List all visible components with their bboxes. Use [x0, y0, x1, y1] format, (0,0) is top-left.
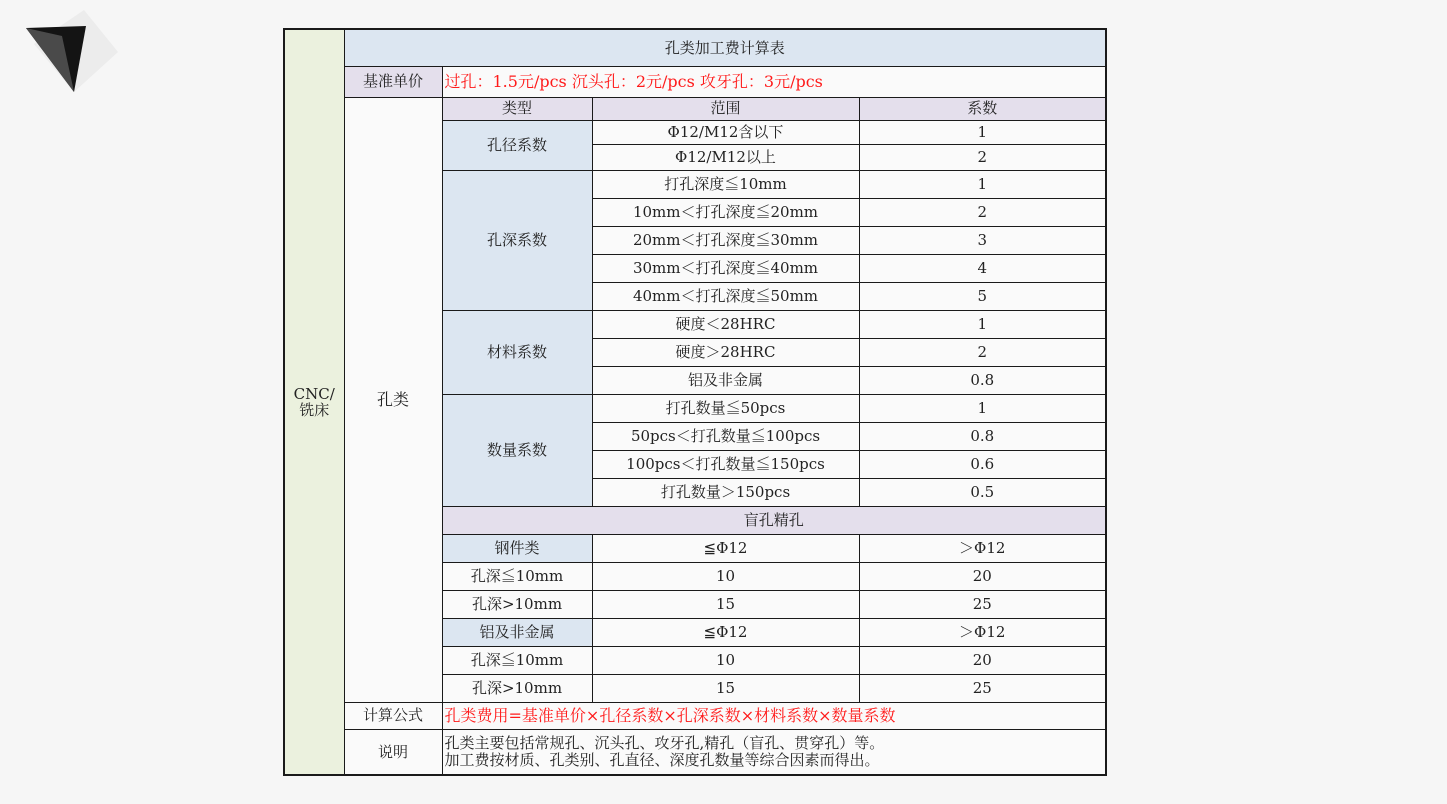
range-cell: 30mm＜打孔深度≦40mm	[592, 254, 859, 282]
value-cell: 10	[592, 562, 859, 590]
coef-cell: 0.6	[859, 450, 1106, 478]
value-cell: 15	[592, 674, 859, 702]
range-cell: 100pcs＜打孔数量≦150pcs	[592, 450, 859, 478]
coef-cell: 5	[859, 282, 1106, 310]
group-label: 材料系数	[442, 310, 592, 394]
range-cell: 20mm＜打孔深度≦30mm	[592, 226, 859, 254]
blind-hole-title: 盲孔精孔	[442, 506, 1106, 534]
table-row	[284, 702, 1106, 729]
note-label: 说明	[344, 729, 442, 775]
range-cell: 打孔深度≦10mm	[592, 170, 859, 198]
coef-cell: 0.8	[859, 422, 1106, 450]
coef-cell: 2	[859, 198, 1106, 226]
base-price-label: 基准单价	[344, 66, 442, 97]
coef-cell: 1	[859, 310, 1106, 338]
table-row	[284, 729, 1106, 775]
note-line: 孔类主要包括常规孔、沉头孔、攻牙孔,精孔（盲孔、贯穿孔）等。	[444, 734, 885, 753]
range-cell: 硬度＞28HRC	[592, 338, 859, 366]
value-cell: ＞Φ12	[859, 534, 1106, 562]
value-cell: 25	[859, 590, 1106, 618]
table-title: 孔类加工费计算表	[344, 29, 1106, 66]
formula-label: 计算公式	[344, 702, 442, 729]
group-label: 孔深系数	[442, 170, 592, 310]
depth-label: 孔深≦10mm	[442, 646, 592, 674]
material-label: 铝及非金属	[442, 618, 592, 646]
range-cell: 硬度＜28HRC	[592, 310, 859, 338]
value-cell: 20	[859, 562, 1106, 590]
header-range: 范围	[592, 97, 859, 120]
value-cell: 20	[859, 646, 1106, 674]
value-cell: ＞Φ12	[859, 618, 1106, 646]
range-cell: Φ12/M12含以下	[592, 120, 859, 144]
base-price-value: 过孔：1.5元/pcs 沉头孔：2元/pcs 攻牙孔：3元/pcs	[442, 66, 1106, 97]
coef-cell: 1	[859, 170, 1106, 198]
material-label: 钢件类	[442, 534, 592, 562]
coef-cell: 2	[859, 338, 1106, 366]
depth-label: 孔深>10mm	[442, 590, 592, 618]
range-cell: 打孔数量≦50pcs	[592, 394, 859, 422]
note-text	[442, 729, 1106, 775]
header-coef: 系数	[859, 97, 1106, 120]
range-cell: 10mm＜打孔深度≦20mm	[592, 198, 859, 226]
category-label: 孔类	[344, 97, 442, 702]
group-label: 数量系数	[442, 394, 592, 506]
range-cell: 铝及非金属	[592, 366, 859, 394]
machine-label: CNC/ 铣床	[284, 29, 344, 775]
depth-label: 孔深>10mm	[442, 674, 592, 702]
coef-cell: 1	[859, 394, 1106, 422]
coef-cell: 0.5	[859, 478, 1106, 506]
coef-cell: 4	[859, 254, 1106, 282]
coef-cell: 3	[859, 226, 1106, 254]
coef-cell: 0.8	[859, 366, 1106, 394]
depth-label: 孔深≦10mm	[442, 562, 592, 590]
coef-cell: 1	[859, 120, 1106, 144]
value-cell: 25	[859, 674, 1106, 702]
range-cell: 打孔数量＞150pcs	[592, 478, 859, 506]
formula-value: 孔类费用=基准单价×孔径系数×孔深系数×材料系数×数量系数	[442, 702, 1106, 729]
coef-cell: 2	[859, 144, 1106, 170]
value-cell: 15	[592, 590, 859, 618]
value-cell: ≦Φ12	[592, 618, 859, 646]
range-cell: 40mm＜打孔深度≦50mm	[592, 282, 859, 310]
hole-cost-table	[283, 28, 1107, 776]
header-type: 类型	[442, 97, 592, 120]
note-line: 加工费按材质、孔类别、孔直径、深度孔数量等综合因素而得出。	[444, 750, 880, 769]
range-cell: Φ12/M12以上	[592, 144, 859, 170]
triangle-logo-icon	[22, 6, 122, 96]
value-cell: ≦Φ12	[592, 534, 859, 562]
range-cell: 50pcs＜打孔数量≦100pcs	[592, 422, 859, 450]
value-cell: 10	[592, 646, 859, 674]
group-label: 孔径系数	[442, 120, 592, 170]
